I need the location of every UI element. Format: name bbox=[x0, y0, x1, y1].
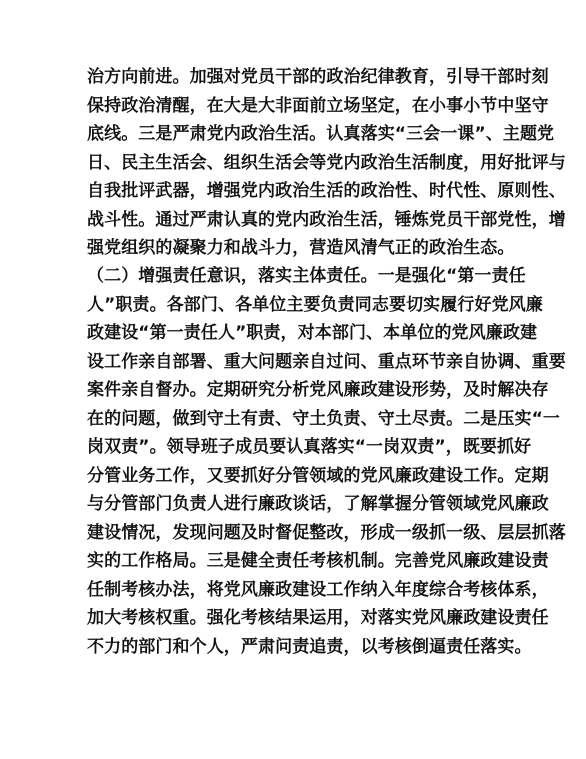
text-line: 不力的部门和个人，严肃问责追责，以考核倒逼责任落实。 bbox=[87, 636, 532, 657]
text-line: 案件亲自督办。定期研究分析党风廉政建设形势，及时解决存 bbox=[87, 380, 549, 400]
text-line: 日、民主生活会、组织生活会等党内政治生活制度，用好批评与 bbox=[87, 152, 566, 173]
text-line: 任制考核办法，将党风廉政建设工作纳入年度综合考核体系， bbox=[87, 579, 549, 600]
text-line: 政建设“第一责任人”职责，对本部门、本单位的党风廉政建 bbox=[87, 323, 538, 343]
paragraph-2 bbox=[87, 262, 566, 661]
text-line: 设工作亲自部署、重大问题亲自过问、重点环节亲自协调、重要 bbox=[87, 351, 566, 372]
text-line: 自我批评武器，增强党内政治生活的政治性、时代性、原则性、 bbox=[87, 181, 566, 201]
text-line: 保持政治清醒，在大是大非面前立场坚定，在小事小节中坚守 bbox=[87, 95, 549, 116]
text-line: 建设情况，发现问题及时督促整改，形成一级抓一级、层层抓落 bbox=[87, 522, 566, 543]
text-line: 底线。三是严肃党内政治生活。认真落实“三会一课”、主题党 bbox=[87, 124, 555, 144]
text-line: 战斗性。通过严肃认真的党内政治生活，锤炼党员干部党性，增 bbox=[87, 209, 566, 230]
text-line: 岗双责”。领导班子成员要认真落实“一岗双责”，既要抓好 bbox=[87, 437, 532, 457]
text-line: 实的工作格局。三是健全责任考核机制。完善党风廉政建设责 bbox=[87, 551, 549, 571]
paragraph-1 bbox=[87, 63, 566, 263]
text-line: 强党组织的凝聚力和战斗力，营造风清气正的政治生态。 bbox=[87, 238, 515, 258]
text-line: 加大考核权重。强化考核结果运用，对落实党风廉政建设责任 bbox=[87, 608, 549, 628]
text-line: 与分管部门负责人进行廉政谈话，了解掌握分管领域党风廉政 bbox=[87, 494, 549, 514]
section-heading-line: （二）增强责任意识，落实主体责任。一是强化“第一责任 bbox=[87, 266, 526, 286]
text-line: 在的问题，做到守土有责、守土负责、守土尽责。二是压实“一 bbox=[87, 408, 560, 429]
text-line: 分管业务工作，又要抓好分管领域的党风廉政建设工作。定期 bbox=[87, 465, 549, 486]
text-line: 人”职责。各部门、各单位主要负责同志要切实履行好党风廉 bbox=[87, 294, 543, 315]
text-line: 治方向前进。加强对党员干部的政治纪律教育，引导干部时刻 bbox=[87, 67, 549, 87]
